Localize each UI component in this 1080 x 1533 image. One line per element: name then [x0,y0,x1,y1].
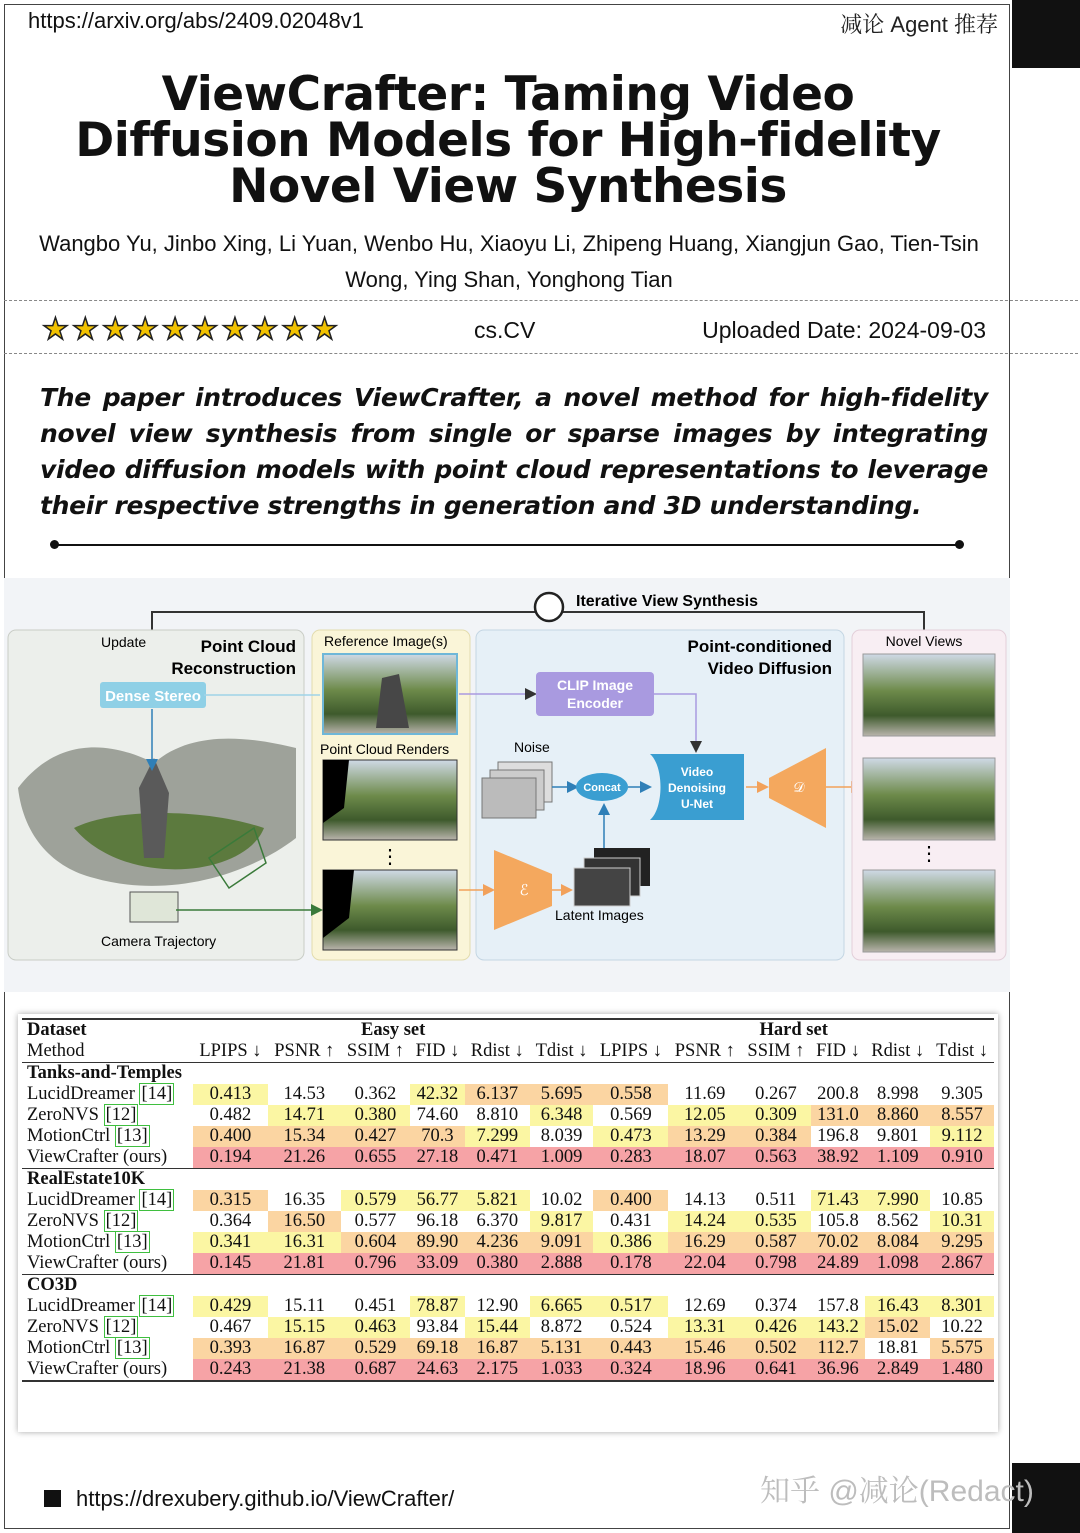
metric-header: SSIM ↑ [741,1041,810,1063]
table-row [22,1317,994,1338]
table-row [22,1211,994,1232]
table-row [22,1126,994,1147]
value-cell: 0.558 [593,1084,668,1105]
value-cell: 10.02 [540,1190,583,1210]
value-cell: 0.655 [341,1147,410,1169]
clip-label-2: Encoder [566,695,624,711]
value-cell: 11.69 [684,1084,726,1104]
value-cell: 21.38 [268,1359,341,1381]
table-row [22,1105,994,1126]
reference-label: Reference Image(s) [324,633,448,649]
value-cell: 10.85 [941,1190,983,1210]
metric-header: Rdist ↓ [865,1041,930,1063]
value-cell: 0.315 [193,1190,268,1211]
value-cell: 1.009 [530,1147,594,1169]
value-cell: 1.033 [530,1359,594,1381]
star-icon: ★ [311,313,339,346]
method-cell: MotionCtrl [13] [27,1338,148,1358]
paper-summary: The paper introduces ViewCrafter, a novel method for high-fidelity novel view synthesis from single or sparse images by integrating video diffusion models with point cloud representations to leverage their respective strengths in generation and 3D understanding. [40,383,988,520]
value-cell: 0.426 [741,1317,810,1338]
table-row [22,1190,994,1211]
metric-header: SSIM ↑ [341,1041,410,1063]
star-icon: ★ [281,313,309,346]
citation-link[interactable]: [12] [105,1317,137,1337]
pcr-title-1: Point Cloud [200,637,296,656]
value-cell: 0.324 [593,1359,668,1381]
value-cell: 0.482 [209,1105,252,1125]
value-cell: 2.888 [530,1253,594,1275]
method-cell: LucidDreamer [14] [27,1296,173,1316]
unet-label-2: Denoising [667,781,727,795]
value-cell: 18.96 [668,1359,741,1381]
value-cell: 12.05 [668,1105,741,1126]
method-cell: ZeroNVS [12] [27,1105,137,1125]
value-cell: 15.11 [283,1296,325,1316]
value-cell: 200.8 [817,1084,859,1104]
easy-set-header: Easy set [193,1019,594,1041]
value-cell: 21.81 [268,1253,341,1275]
paper-title: ViewCrafter: Taming Video Diffusion Models for High-fidelity Novel View Synthesis [75,67,941,214]
metric-header: FID ↓ [811,1041,866,1063]
value-cell: 9.295 [930,1232,994,1253]
table-row [22,1296,994,1317]
value-cell: 143.2 [811,1317,866,1338]
value-cell: 2.867 [930,1253,994,1275]
star-icon: ★ [161,313,189,346]
value-cell: 15.02 [865,1317,930,1338]
value-cell: 22.04 [668,1253,741,1275]
table-row [22,1147,994,1169]
value-cell: 0.641 [741,1359,810,1381]
value-cell: 10.22 [941,1317,983,1337]
value-cell: 8.860 [865,1105,930,1126]
pcr-title-2: Reconstruction [171,659,296,678]
value-cell: 27.18 [410,1147,465,1169]
metric-header: LPIPS ↓ [193,1041,268,1063]
divider [4,353,1078,354]
upload-date: Uploaded Date: 2024-09-03 [702,317,986,343]
concat-label: Concat [583,782,621,794]
value-cell: 0.267 [755,1084,797,1104]
value-cell: 0.587 [741,1232,810,1253]
value-cell: 0.380 [465,1253,530,1275]
method-cell: LucidDreamer [14] [27,1084,173,1104]
value-cell: 0.400 [193,1126,268,1147]
value-cell: 13.29 [668,1126,741,1147]
value-cell: 8.872 [540,1317,583,1337]
value-cell: 8.084 [865,1232,930,1253]
method-cell: ViewCrafter (ours) [22,1253,193,1275]
results-table [22,1018,994,1382]
divider [4,300,1078,301]
value-cell: 42.32 [410,1084,465,1105]
metric-header: LPIPS ↓ [593,1041,668,1063]
dataset-group-label: RealEstate10K [27,1169,146,1189]
value-cell: 0.511 [755,1190,797,1210]
noise-label: Noise [514,739,550,755]
bullet-square [44,1490,61,1507]
renders-label: Point Cloud Renders [320,741,450,757]
method-header: Method [22,1041,193,1063]
value-cell: 0.579 [341,1190,410,1211]
value-cell: 0.374 [755,1296,797,1316]
citation-link[interactable]: [14] [141,1084,173,1104]
watermark: 知乎 @减论(Redact) [760,1475,1034,1508]
svg-text:⋮: ⋮ [919,843,939,865]
value-cell: 89.90 [410,1232,465,1253]
value-cell: 74.60 [416,1105,459,1125]
value-cell: 0.427 [341,1126,410,1147]
citation-link[interactable]: [14] [141,1296,173,1316]
iterative-label: Iterative View Synthesis [576,593,759,610]
decoder-symbol: 𝒟 [793,780,805,796]
metric-header: FID ↓ [410,1041,465,1063]
value-cell: 15.15 [268,1317,341,1338]
value-cell: 1.098 [865,1253,930,1275]
corner-block [1012,0,1080,68]
value-cell: 6.370 [476,1211,519,1231]
citation-link[interactable]: [13] [116,1232,148,1252]
value-cell: 1.480 [930,1359,994,1381]
value-cell: 21.26 [268,1147,341,1169]
encoder-symbol: ℰ [519,881,529,899]
value-cell: 15.46 [668,1338,741,1359]
value-cell: 16.29 [668,1232,741,1253]
value-cell: 0.563 [741,1147,810,1169]
citation-link[interactable]: [13] [116,1338,148,1358]
value-cell: 5.131 [530,1338,594,1359]
dense-stereo: Dense Stereo [105,688,201,705]
citation-link[interactable]: [14] [141,1190,173,1210]
value-cell: 70.02 [811,1232,866,1253]
value-cell: 12.90 [476,1296,519,1316]
method-cell: MotionCtrl [13] [27,1126,148,1146]
value-cell: 12.69 [684,1296,726,1316]
value-cell: 0.451 [354,1296,397,1316]
star-icon: ★ [71,313,99,346]
value-cell: 69.18 [410,1338,465,1359]
value-cell: 7.990 [865,1190,930,1211]
value-cell: 8.039 [540,1126,583,1146]
metric-header: Rdist ↓ [465,1041,530,1063]
metric-header: PSNR ↑ [668,1041,741,1063]
value-cell: 5.575 [930,1338,994,1359]
value-cell: 0.380 [341,1105,410,1126]
value-cell: 0.145 [193,1253,268,1275]
value-cell: 0.362 [354,1084,397,1104]
value-cell: 1.109 [865,1147,930,1169]
svg-text:⋮: ⋮ [380,846,400,868]
unet-label-1: Video [680,765,714,779]
value-cell: 8.301 [930,1296,994,1317]
star-icon: ★ [101,313,129,346]
vd-title-1: Point-conditioned [687,637,832,656]
value-cell: 0.687 [341,1359,410,1381]
value-cell: 14.13 [684,1190,726,1210]
value-cell: 33.09 [410,1253,465,1275]
value-cell: 16.35 [283,1190,326,1210]
value-cell: 6.348 [530,1105,594,1126]
value-cell: 9.091 [530,1232,594,1253]
value-cell: 8.810 [476,1105,519,1125]
value-cell: 9.112 [930,1126,994,1147]
value-cell: 0.502 [741,1338,810,1359]
value-cell: 16.87 [268,1338,341,1359]
value-cell: 7.299 [465,1126,530,1147]
value-cell: 0.569 [610,1105,652,1125]
value-cell: 196.8 [817,1126,859,1146]
value-cell: 9.801 [876,1126,919,1146]
hard-set-header: Hard set [593,1019,994,1041]
metric-header: PSNR ↑ [268,1041,341,1063]
value-cell: 15.44 [465,1317,530,1338]
value-cell: 9.817 [530,1211,594,1232]
value-cell: 0.910 [930,1147,994,1169]
star-icon: ★ [42,313,69,346]
value-cell: 0.283 [593,1147,668,1169]
dataset-group-label: CO3D [27,1275,78,1295]
value-cell: 105.8 [817,1211,859,1231]
value-cell: 36.96 [811,1359,866,1381]
value-cell: 78.87 [410,1296,465,1317]
category: cs.CV [474,317,536,343]
rating-stars [42,314,338,346]
latent-label: Latent Images [555,907,644,923]
citation-link[interactable]: [12] [105,1211,137,1231]
value-cell: 0.443 [593,1338,668,1359]
table-row [22,1359,994,1381]
rule-dot [955,540,964,549]
value-cell: 0.577 [354,1211,397,1231]
value-cell: 16.31 [268,1232,341,1253]
value-cell: 0.309 [741,1105,810,1126]
table-row [22,1084,994,1105]
clip-label-1: CLIP Image [557,677,633,693]
value-cell: 0.194 [193,1147,268,1169]
citation-link[interactable]: [13] [116,1126,148,1146]
method-cell: ZeroNVS [12] [27,1317,137,1337]
value-cell: 6.665 [530,1296,594,1317]
pipeline-figure [4,578,1010,992]
value-cell: 0.178 [593,1253,668,1275]
value-cell: 8.557 [930,1105,994,1126]
value-cell: 38.92 [811,1147,866,1169]
value-cell: 8.998 [876,1084,919,1104]
value-cell: 16.87 [465,1338,530,1359]
value-cell: 0.386 [593,1232,668,1253]
table-row [22,1232,994,1253]
arxiv-url[interactable]: https://arxiv.org/abs/2409.02048v1 [28,8,364,33]
value-cell: 70.3 [410,1126,465,1147]
value-cell: 0.467 [209,1317,252,1337]
camera-trajectory-label: Camera Trajectory [101,933,217,949]
value-cell: 8.562 [876,1211,919,1231]
star-icon: ★ [251,313,279,346]
value-cell: 0.473 [593,1126,668,1147]
value-cell: 10.31 [930,1211,994,1232]
star-icon: ★ [191,313,219,346]
table-row [22,1338,994,1359]
value-cell: 14.24 [668,1211,741,1232]
value-cell: 0.604 [341,1232,410,1253]
value-cell: 56.77 [410,1190,465,1211]
value-cell: 0.384 [741,1126,810,1147]
table-row [22,1253,994,1275]
method-cell: LucidDreamer [14] [27,1190,173,1210]
value-cell: 0.463 [341,1317,410,1338]
value-cell: 5.821 [465,1190,530,1211]
method-cell: ViewCrafter (ours) [22,1359,193,1381]
value-cell: 2.175 [465,1359,530,1381]
value-cell: 5.695 [530,1084,594,1105]
value-cell: 0.535 [741,1211,810,1232]
value-cell: 93.84 [416,1317,459,1337]
value-cell: 4.236 [465,1232,530,1253]
value-cell: 16.50 [268,1211,341,1232]
rule-line [54,544,960,546]
method-cell: MotionCtrl [13] [27,1232,148,1252]
value-cell: 0.524 [610,1317,652,1337]
project-link[interactable]: https://drexubery.github.io/ViewCrafter/ [76,1486,455,1511]
value-cell: 6.137 [465,1084,530,1105]
brand-label: 减论 Agent 推荐 [840,12,998,37]
value-cell: 0.341 [193,1232,268,1253]
dataset-group-label: Tanks-and-Temples [27,1063,182,1083]
value-cell: 9.305 [941,1084,983,1104]
method-cell: ZeroNVS [12] [27,1211,137,1231]
value-cell: 14.53 [283,1084,326,1104]
value-cell: 18.81 [876,1338,919,1358]
value-cell: 13.31 [668,1317,741,1338]
value-cell: 0.400 [593,1190,668,1211]
unet-label-3: U-Net [681,797,713,811]
value-cell: 112.7 [811,1338,866,1359]
citation-link[interactable]: [12] [105,1105,137,1125]
star-icon: ★ [131,313,159,346]
value-cell: 157.8 [817,1296,859,1316]
star-icon: ★ [221,313,249,346]
value-cell: 0.798 [741,1253,810,1275]
value-cell: 15.34 [268,1126,341,1147]
method-cell: ViewCrafter (ours) [22,1147,193,1169]
value-cell: 0.431 [610,1211,652,1231]
value-cell: 0.529 [341,1338,410,1359]
value-cell: 0.517 [593,1296,668,1317]
value-cell: 18.07 [668,1147,741,1169]
value-cell: 71.43 [811,1190,866,1211]
metric-header: Tdist ↓ [530,1041,594,1063]
value-cell: 24.89 [811,1253,866,1275]
value-cell: 14.71 [268,1105,341,1126]
value-cell: 16.43 [865,1296,930,1317]
value-cell: 0.393 [193,1338,268,1359]
value-cell: 0.364 [209,1211,252,1231]
vd-title-2: Video Diffusion [707,659,832,678]
value-cell: 0.243 [193,1359,268,1381]
update-label: Update [101,634,147,650]
value-cell: 131.0 [811,1105,866,1126]
value-cell: 0.796 [341,1253,410,1275]
novel-label: Novel Views [885,633,963,649]
metric-header: Tdist ↓ [930,1041,994,1063]
results-table-card [18,1014,998,1432]
value-cell: 0.471 [465,1147,530,1169]
value-cell: 2.849 [865,1359,930,1381]
value-cell: 24.63 [410,1359,465,1381]
value-cell: 0.413 [193,1084,268,1105]
paper-authors: Wangbo Yu, Jinbo Xing, Li Yuan, Wenbo Hu, Xiaoyu Li, Zhipeng Huang, Xiangjun Gao, Tien-Tsin Wong, Ying Shan, Yonghong Tian [39,231,979,292]
value-cell: 96.18 [416,1211,459,1231]
dataset-header: Dataset [22,1019,193,1041]
value-cell: 0.429 [193,1296,268,1317]
